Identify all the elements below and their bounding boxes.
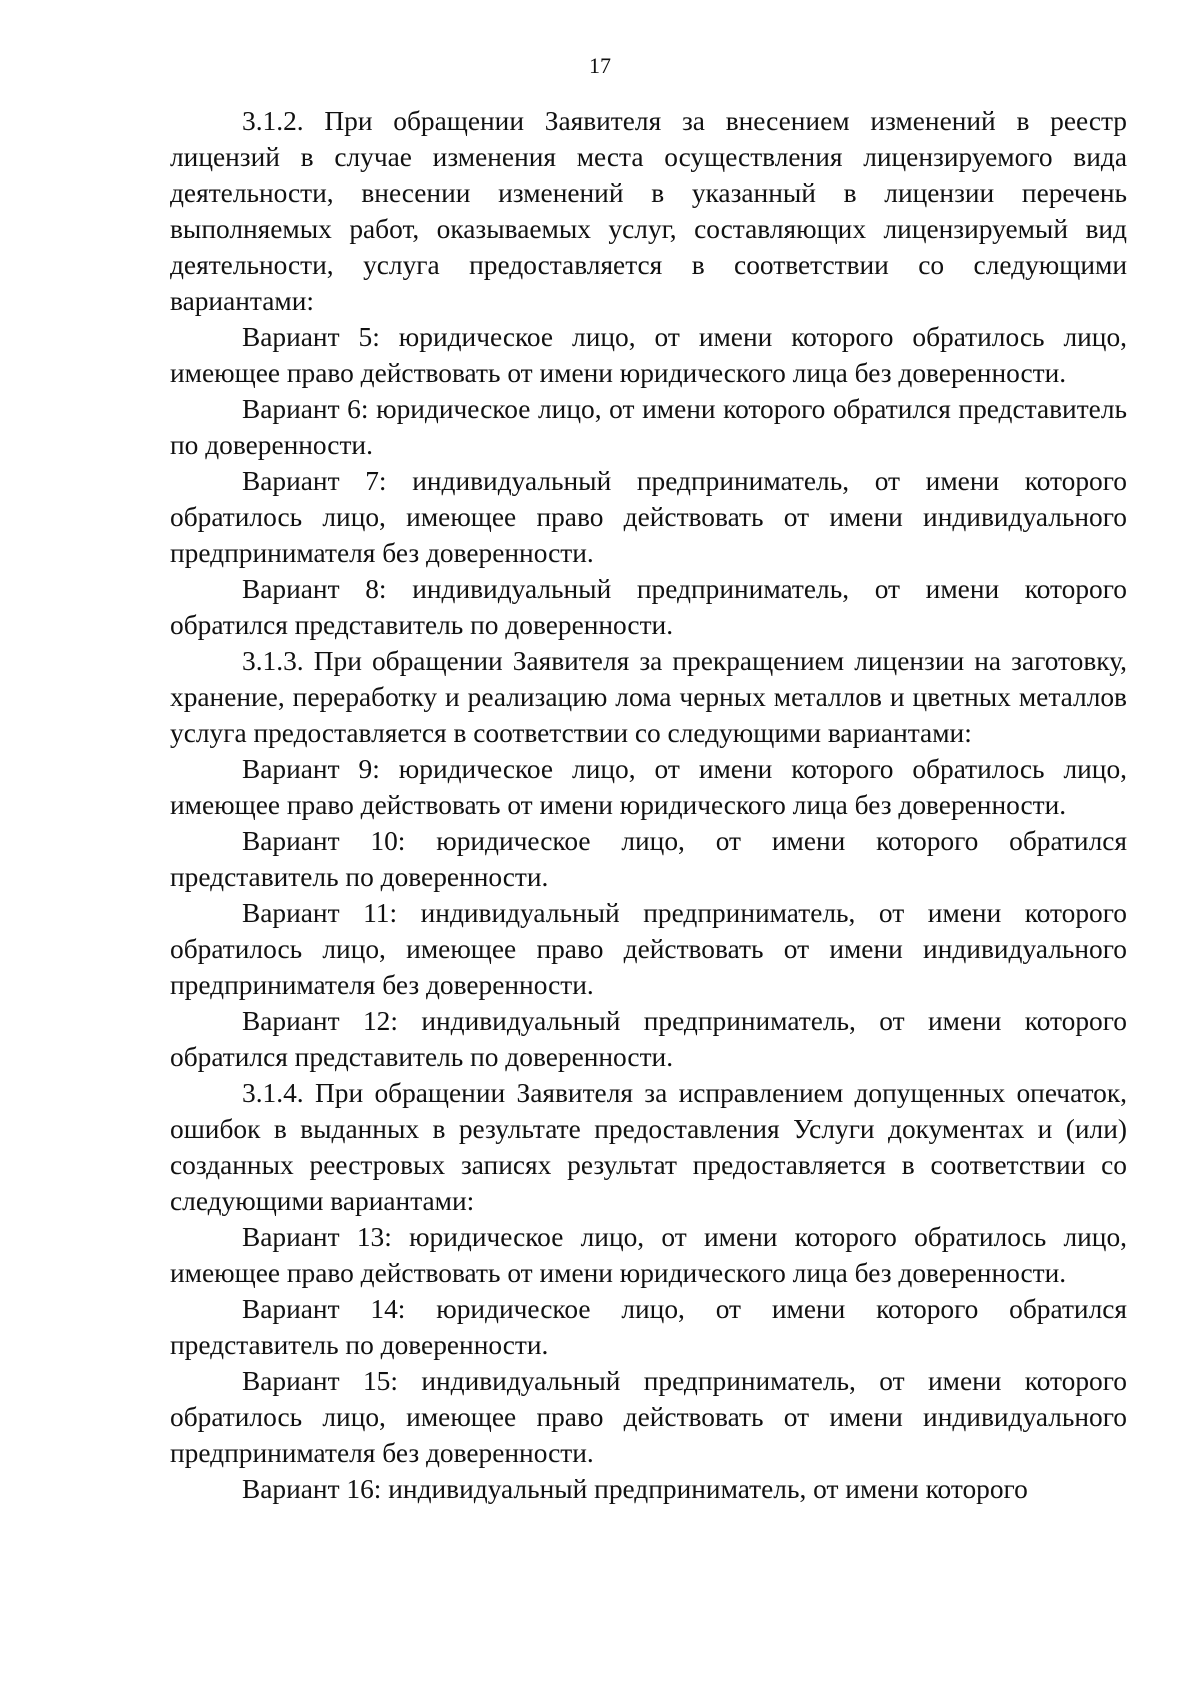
- paragraph-variant-9: Вариант 9: юридическое лицо, от имени которого обратилось лицо, имеющее право действовать от имени юридического лица без доверенности.: [170, 754, 1127, 820]
- paragraph-variant-5: Вариант 5: юридическое лицо, от имени которого обратилось лицо, имеющее право действовать от имени юридического лица без доверенности.: [170, 322, 1127, 388]
- paragraph-variant-6: Вариант 6: юридическое лицо, от имени которого обратился представитель по доверенности.: [170, 394, 1127, 460]
- paragraph-variant-13: Вариант 13: юридическое лицо, от имени которого обратилось лицо, имеющее право действовать от имени юридического лица без доверенности.: [170, 1222, 1127, 1288]
- paragraph-variant-14: Вариант 14: юридическое лицо, от имени которого обратился представитель по доверенности.: [170, 1294, 1127, 1360]
- paragraph-variant-10: Вариант 10: юридическое лицо, от имени которого обратился представитель по доверенности.: [170, 826, 1127, 892]
- page-number: 17: [589, 53, 611, 78]
- document-body: [170, 103, 1127, 1507]
- paragraph-variant-16: Вариант 16: индивидуальный предприниматель, от имени которого: [242, 1474, 1028, 1504]
- paragraph-3-1-3: 3.1.3. При обращении Заявителя за прекращением лицензии на заготовку, хранение, переработку и реализацию лома черных металлов и цветных металлов услуга предоставляется в соответствии со следующими вариантами:: [170, 646, 1127, 748]
- paragraph-3-1-4: 3.1.4. При обращении Заявителя за исправлением допущенных опечаток, ошибок в выданных в результате предоставления Услуги документах и (или) созданных реестровых записях результат предоставляется в соответствии со следующими вариантами:: [170, 1078, 1127, 1216]
- paragraph-variant-12: Вариант 12: индивидуальный предприниматель, от имени которого обратился представитель по доверенности.: [170, 1006, 1127, 1072]
- paragraph-variant-7: Вариант 7: индивидуальный предприниматель, от имени которого обратилось лицо, имеющее право действовать от имени индивидуального предпринимателя без доверенности.: [170, 466, 1127, 568]
- paragraph-3-1-2: 3.1.2. При обращении Заявителя за внесением изменений в реестр лицензий в случае изменения места осуществления лицензируемого вида деятельности, внесении изменений в указанный в лицензии перечень выполняемых работ, оказываемых услуг, составляющих лицензируемый вид деятельности, услуга предоставляется в соответствии со следующими вариантами:: [170, 106, 1127, 316]
- paragraph-variant-15: Вариант 15: индивидуальный предприниматель, от имени которого обратилось лицо, имеющее право действовать от имени индивидуального предпринимателя без доверенности.: [170, 1366, 1127, 1468]
- paragraph-variant-8: Вариант 8: индивидуальный предприниматель, от имени которого обратился представитель по доверенности.: [170, 574, 1127, 640]
- paragraph-variant-11: Вариант 11: индивидуальный предприниматель, от имени которого обратилось лицо, имеющее право действовать от имени индивидуального предпринимателя без доверенности.: [170, 898, 1127, 1000]
